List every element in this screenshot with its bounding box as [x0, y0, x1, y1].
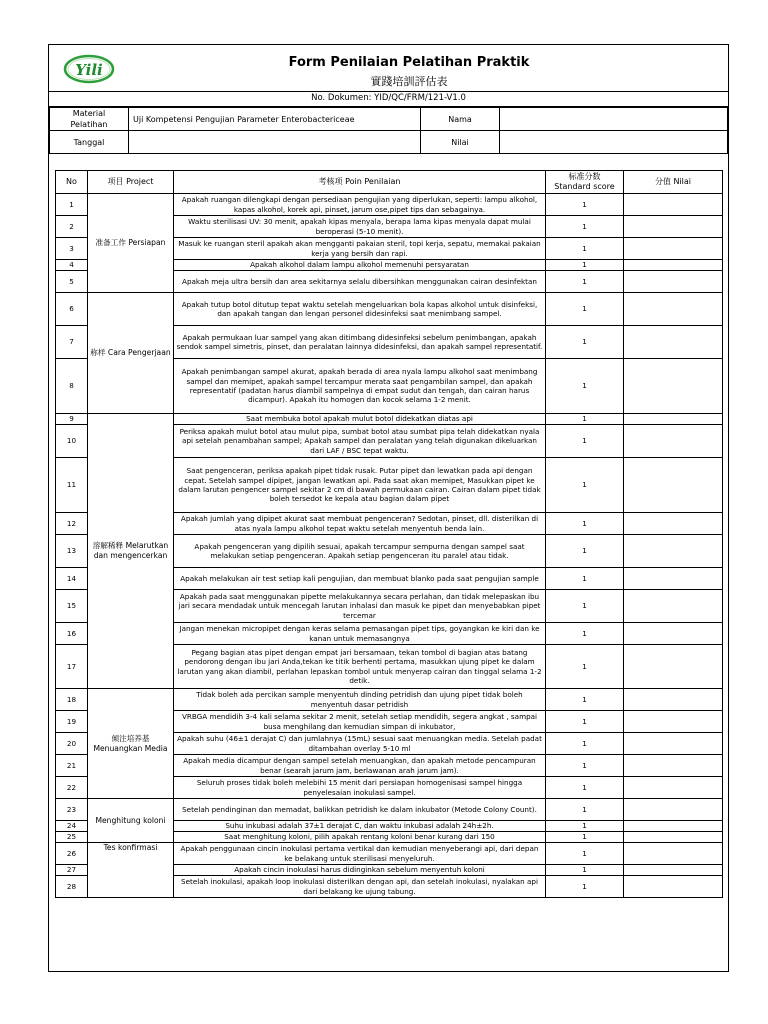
nama-label: Nama: [421, 108, 500, 131]
row-no: 3: [56, 238, 88, 260]
row-nilai-field[interactable]: [624, 832, 723, 843]
row-no: 27: [56, 865, 88, 876]
row-standard-score: 1: [546, 711, 624, 733]
row-nilai-field[interactable]: [624, 623, 723, 645]
row-no: 10: [56, 425, 88, 458]
row-no: 8: [56, 359, 88, 414]
col-standard-en: Standard score: [554, 182, 615, 191]
row-standard-score: 1: [546, 590, 624, 623]
row-standard-score: 1: [546, 359, 624, 414]
row-standard-score: 1: [546, 733, 624, 755]
row-poin: Apakah permukaan luar sampel yang akan ditimbang didesinfeksi sebelum penimbangan, apakah sendok sampel simetris, pinset, dan peralatan lainnya didesinfeksi, dan apakah sampel representatif.: [174, 326, 546, 359]
row-nilai-field[interactable]: [624, 425, 723, 458]
row-no: 25: [56, 832, 88, 843]
row-standard-score: 1: [546, 821, 624, 832]
col-poin: 考核项 Poin Penilaian: [174, 171, 546, 194]
row-poin: Apakah cincin inokulasi harus didinginkan sebelum menyentuh koloni: [174, 865, 546, 876]
row-nilai-field[interactable]: [624, 689, 723, 711]
row-no: 20: [56, 733, 88, 755]
row-poin: Apakah jumlah yang dipipet akurat saat membuat pengenceran? Sedotan, pinset, dll. disterilkan di atas nyala lampu alkohol tepat waktu setelah menyentuh benda lain.: [174, 513, 546, 535]
row-standard-score: 1: [546, 623, 624, 645]
row-no: 16: [56, 623, 88, 645]
table-row: [56, 689, 723, 711]
row-poin: Apakah melakukan air test setiap kali pengujian, dan membuat blanko pada saat pengujian sample: [174, 568, 546, 590]
row-project: Tes konfirmasi: [88, 843, 174, 898]
row-nilai-field[interactable]: [624, 216, 723, 238]
table-row: [56, 194, 723, 216]
col-project: 项目 Project: [88, 171, 174, 194]
row-standard-score: 1: [546, 513, 624, 535]
row-no: 5: [56, 271, 88, 293]
row-nilai-field[interactable]: [624, 458, 723, 513]
row-no: 18: [56, 689, 88, 711]
col-standard-score: [546, 171, 624, 194]
nilai-field[interactable]: [500, 131, 728, 154]
material-label: Material Pelatihan: [50, 108, 129, 131]
row-no: 26: [56, 843, 88, 865]
row-no: 28: [56, 876, 88, 898]
row-poin: Apakah pengenceran yang dipilih sesuai, apakah tercampur sempurna dengan sampel saat melakukan setiap pengenceran. Apakah setiap pengenceran itu paralel atau tidak.: [174, 535, 546, 568]
row-standard-score: 1: [546, 876, 624, 898]
col-nilai: 分值 Nilai: [624, 171, 723, 194]
doc-no-value: YID/QC/FRM/121-V1.0: [374, 93, 466, 103]
row-no: 7: [56, 326, 88, 359]
row-nilai-field[interactable]: [624, 568, 723, 590]
row-no: 22: [56, 777, 88, 799]
tanggal-field[interactable]: [129, 131, 421, 154]
row-poin: Apakah penggunaan cincin inokulasi pertama vertikal dan kemudian menyeberangi api, dari depan ke belakang untuk sterilisasi menyeluruh.: [174, 843, 546, 865]
yili-logo: [63, 53, 115, 85]
trainee-info-table: [49, 107, 728, 154]
row-poin: Setelah inokulasi, apakah loop inokulasi disterilkan dengan api, dan setelah inokulasi, nyalakan api dari belakang ke ujung tabung.: [174, 876, 546, 898]
row-nilai-field[interactable]: [624, 876, 723, 898]
row-nilai-field[interactable]: [624, 326, 723, 359]
row-no: 4: [56, 260, 88, 271]
row-standard-score: 1: [546, 865, 624, 876]
row-standard-score: 1: [546, 568, 624, 590]
row-nilai-field[interactable]: [624, 777, 723, 799]
form-header: [49, 45, 728, 92]
assessment-form: [48, 44, 729, 972]
row-poin: Jangan menekan micropipet dengan keras selama pemasangan pipet tips, goyangkan ke kiri dan ke kanan untuk memasangnya: [174, 623, 546, 645]
row-nilai-field[interactable]: [624, 293, 723, 326]
row-standard-score: 1: [546, 689, 624, 711]
row-poin: Apakah media dicampur dengan sampel setelah menuangkan, dan apakah metode pencampuran benar (searah jarum jam, berlawanan arah jarum jam).: [174, 755, 546, 777]
nama-field[interactable]: [500, 108, 728, 131]
row-poin: Pegang bagian atas pipet dengan empat jari bersamaan, tekan tombol di bagian atas batang pendorong dengan ibu jari Anda,tekan ke titik berhenti pertama, masukkan ujung pipet ke dalam larutan yang akan diambil, perlahan lepaskan tombol untuk menyerap cairan dan tinggal selama 1-2 detik.: [174, 645, 546, 689]
row-standard-score: 1: [546, 216, 624, 238]
row-standard-score: 1: [546, 777, 624, 799]
row-standard-score: 1: [546, 832, 624, 843]
row-nilai-field[interactable]: [624, 359, 723, 414]
row-standard-score: 1: [546, 755, 624, 777]
svg-text:Yili: Yili: [75, 61, 103, 79]
row-nilai-field[interactable]: [624, 645, 723, 689]
row-project: 倾注培养基 Menuangkan Media: [88, 689, 174, 799]
row-project: 溶解稀释 Melarutkan dan mengencerkan: [88, 414, 174, 689]
row-no: 6: [56, 293, 88, 326]
row-nilai-field[interactable]: [624, 535, 723, 568]
doc-no-label: No. Dokumen:: [311, 93, 372, 103]
row-standard-score: 1: [546, 843, 624, 865]
row-standard-score: 1: [546, 414, 624, 425]
row-project: 准备工作 Persiapan: [88, 194, 174, 293]
row-poin: Apakah penimbangan sampel akurat, apakah berada di area nyala lampu alkohol saat menimbang sampel dan memipet, apakah sampel tercampur merata saat pengambilan sampel, dan apakah representatif (padatan harus diambil sampelnya di empat sudut dan tengah, dan cairan harus dicampur). Apakah itu homogen dan kocok selama 1-2 menit.: [174, 359, 546, 414]
row-nilai-field[interactable]: [624, 799, 723, 821]
row-nilai-field[interactable]: [624, 755, 723, 777]
row-nilai-field[interactable]: [624, 238, 723, 260]
row-nilai-field[interactable]: [624, 590, 723, 623]
table-row: [56, 843, 723, 865]
row-no: 1: [56, 194, 88, 216]
row-no: 15: [56, 590, 88, 623]
row-poin: Apakah ruangan dilengkapi dengan persediaan pengujian yang diperlukan, seperti: lampu alkohol, kapas alkohol, korek api, pinset, jarum ose,pipet tips dan sebagainya.: [174, 194, 546, 216]
row-standard-score: 1: [546, 194, 624, 216]
table-row: [56, 293, 723, 326]
row-standard-score: 1: [546, 260, 624, 271]
form-subtitle: 實踐培訓評估表: [370, 75, 448, 88]
row-poin: Apakah tutup botol ditutup tepat waktu setelah mengeluarkan bola kapas alkohol untuk disinfeksi, dan apakah tangan dan lengan personel didesinfeksi saat menimbang sampel.: [174, 293, 546, 326]
row-poin: Periksa apakah mulut botol atau mulut pipa, sumbat botol atau sumbat pipa telah didekatkan nyala api setelah penambahan sampel; Apakah sampel dan peralatan yang telah digunakan dikeluarkan dari LAF / BSC tepat waktu.: [174, 425, 546, 458]
row-standard-score: 1: [546, 799, 624, 821]
row-no: 17: [56, 645, 88, 689]
row-poin: Masuk ke ruangan steril apakah akan mengganti pakaian steril, topi kerja, sepatu, memakai pakaian kerja yang bersih dan rapi.: [174, 238, 546, 260]
row-project: Menghitung koloni: [88, 799, 174, 843]
row-poin: Apakah pada saat menggunakan pipette melakukannya secara perlahan, dan tidak melepaskan ibu jari secara mendadak untuk mencegah larutan inhalasi dan masuk ke pipet dan menyebabkan pipet tercemar: [174, 590, 546, 623]
row-nilai-field[interactable]: [624, 843, 723, 865]
row-poin: Waktu sterilisasi UV: 30 menit, apakah kipas menyala, berapa lama kipas menyala dapat mulai beroperasi (5-10 menit).: [174, 216, 546, 238]
row-nilai-field[interactable]: [624, 711, 723, 733]
row-poin: Saat membuka botol apakah mulut botol didekatkan diatas api: [174, 414, 546, 425]
row-standard-score: 1: [546, 458, 624, 513]
row-poin: Apakah suhu (46±1 derajat C) dan jumlahnya (15mL) sesuai saat menuangkan media. Setelah padat ditambahan overlay 5-10 ml: [174, 733, 546, 755]
row-poin: Suhu inkubasi adalah 37±1 derajat C, dan waktu inkubasi adalah 24h±2h.: [174, 821, 546, 832]
row-poin: Setelah pendinginan dan memadat, balikkan petridish ke dalam inkubator (Metode Colony Count).: [174, 799, 546, 821]
col-no: No: [56, 171, 88, 194]
row-standard-score: 1: [546, 293, 624, 326]
row-nilai-field[interactable]: [624, 194, 723, 216]
table-row: [56, 799, 723, 821]
row-no: 19: [56, 711, 88, 733]
row-standard-score: 1: [546, 238, 624, 260]
row-project: 称样 Cara Pengerjaan: [88, 293, 174, 414]
row-no: 24: [56, 821, 88, 832]
form-title: Form Penilaian Pelatihan Praktik: [288, 55, 530, 70]
row-nilai-field[interactable]: [624, 260, 723, 271]
row-poin: Tidak boleh ada percikan sample menyentuh dinding petridish dan ujung pipet tidak boleh menyentuh dasar petridish: [174, 689, 546, 711]
row-standard-score: 1: [546, 326, 624, 359]
row-nilai-field[interactable]: [624, 414, 723, 425]
row-no: 14: [56, 568, 88, 590]
assessment-table: [55, 170, 723, 898]
row-no: 12: [56, 513, 88, 535]
document-number: [49, 91, 728, 107]
row-poin: Apakah alkohol dalam lampu alkohol memenuhi persyaratan: [174, 260, 546, 271]
row-nilai-field[interactable]: [624, 513, 723, 535]
row-poin: Saat menghitung koloni, pilih apakah rentang koloni benar kurang dari 150: [174, 832, 546, 843]
row-no: 21: [56, 755, 88, 777]
row-no: 13: [56, 535, 88, 568]
assessment-rows: [56, 194, 723, 898]
nilai-label: Nilai: [421, 131, 500, 154]
row-no: 11: [56, 458, 88, 513]
row-no: 23: [56, 799, 88, 821]
row-standard-score: 1: [546, 645, 624, 689]
table-row: [56, 414, 723, 425]
row-nilai-field[interactable]: [624, 821, 723, 832]
row-nilai-field[interactable]: [624, 865, 723, 876]
row-no: 2: [56, 216, 88, 238]
col-standard-cn: 标准分数: [568, 172, 601, 181]
row-nilai-field[interactable]: [624, 733, 723, 755]
row-no: 9: [56, 414, 88, 425]
row-poin: VRBGA mendidih 3-4 kali selama sekitar 2 menit, setelah setiap mendidih, segera angkat , sampai busa menghilang dan kemudian simpan di inkubator,: [174, 711, 546, 733]
row-nilai-field[interactable]: [624, 271, 723, 293]
row-poin: Saat pengenceran, periksa apakah pipet tidak rusak. Putar pipet dan lewatkan pada api dengan cepat. Setelah sampel dipipet, jangan lewatkan api. Pada saat akan memipet, Masukkan pipet ke dalam larutan pengencer sampel sekitar 2 cm di bawah permukaan cairan. Cairan dalam pipet tidak boleh tersedot ke kepala atau bagian dalam pipet: [174, 458, 546, 513]
row-standard-score: 1: [546, 535, 624, 568]
tanggal-label: Tanggal: [50, 131, 129, 154]
row-standard-score: 1: [546, 271, 624, 293]
material-value: Uji Kompetensi Pengujian Parameter Enterobactericeae: [129, 108, 421, 131]
row-poin: Seluruh proses tidak boleh melebihi 15 menit dari persiapan homogenisasi sampel hingga penyelesaian inokulasi sampel.: [174, 777, 546, 799]
row-poin: Apakah meja ultra bersih dan area sekitarnya selalu dibersihkan menggunakan cairan desinfektan: [174, 271, 546, 293]
row-standard-score: 1: [546, 425, 624, 458]
